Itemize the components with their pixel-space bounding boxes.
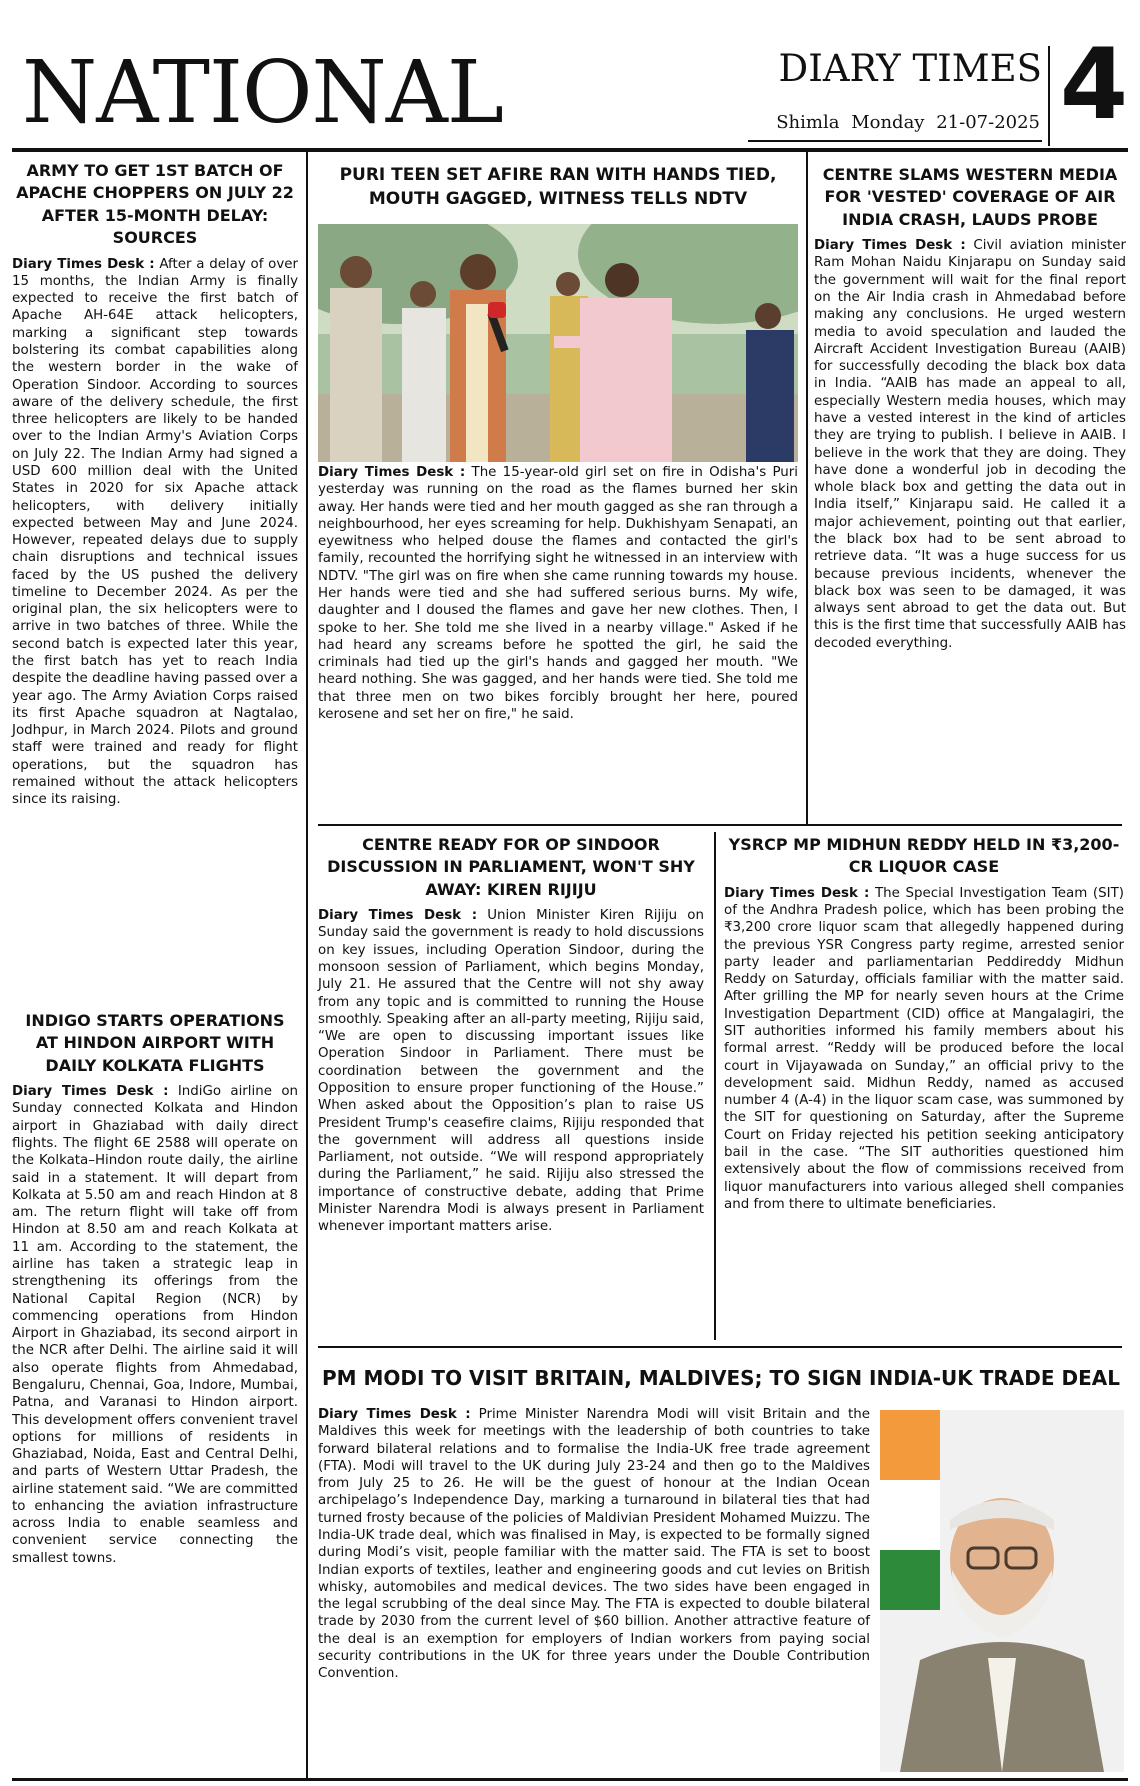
- article-body: [814, 237, 1126, 652]
- article-body: [318, 1406, 870, 1683]
- masthead-rule: [12, 148, 1128, 152]
- column-divider: [714, 832, 716, 1340]
- dateline: [740, 112, 1040, 133]
- article-media: [814, 164, 1126, 652]
- article-text: After a delay of over 15 months, the Indian Army is finally expected to receive the first batch of Apache AH-64E attack helicopters, marking a significant step towards bolstering its combat capabilities along the western border in the wake of Operation Sindoor. According to sources aware of the delivery schedule, the first three helicopters are likely to be handed over to the Indian Army's Aviation Corps on July 22. The Indian Army had signed a USD 600 million deal with the United States in 2020 for six Apache attack helicopters, with delivery initially expected between May and June 2024. However, repeated delays due to supply chain disruptions and technical issues faced by the US pushed the delivery timeline to December 2024. As per the original plan, the six helicopters were to arrive in two batches of three. While the second batch is expected later this year, the first batch has yet to reach India despite the deadline having passed over a year ago. The Army Aviation Corps raised its first Apache squadron at Nagtalao, Jodhpur, in March 2024. Pilots and ground staff were trained and ready for flight operations, but the squadron has remained without the attack helicopters since its raising.: [12, 256, 299, 808]
- article-text: The 15-year-old girl set on fire in Odisha's Puri yesterday was running on the road as the flames burned her skin away. Her hands were tied and her mouth gagged as she ran through a neighbourhood, her eyes screaming for help. Dukhishyam Senapati, an eyewitness who helped douse the flames and contacted the girl's family, recounted the horrifying sight he witnessed in an interview with NDTV. "The girl was on fire when she came running towards my house. Her hands were tied and she had suffered serious burns. My wife, daughter and I doused the flames and gave her new clothes. Then, I spoke to her. She told me she lived in a nearby village." Asked if he had heard any screams before he spotted the girl, he said the criminals had tied up the girl's hands and gagged her mouth. "We heard nothing. She was gagged, and her hands were tied. She told me that three men on two bikes forcibly brought her here, poured kerosene and set her on fire," he said.: [318, 465, 798, 722]
- article-body: [12, 1083, 298, 1567]
- article-puri-body: [318, 464, 798, 723]
- article-text: Prime Minister Narendra Modi will visit Britain and the Maldives this week for meetings with the leadership of both countries to take forward bilateral relations and to formalise the India-UK free trade agreement (FTA). Modi will travel to the UK during July 23-24 and then go to the Maldives from July 25 to 26. He will be the guest of honour at the Indian Ocean archipelago’s Independence Day, marking a turnaround in bilateral ties that had turned frosty because of the policies of Maldivian President Mohamed Muizzu. The India-UK trade deal, which was finalised in May, is expected to be formally signed during Modi’s visit, people familiar with the matter said. The FTA is set to boost Indian exports of textiles, leather and engineering goods and cut levies on British whisky, automobiles and medical devices. The two sides have been engaged in the legal scrubbing of the deal since May. The FTA is expected to double bilateral trade by 2030 from the current level of $60 billion. Another attractive feature of the deal is an exemption for employers of Indian workers from paying social security contributions in the UK for three years under the Double Contribution Convention.: [318, 1407, 870, 1682]
- interview-photo-illustration: [318, 224, 798, 462]
- article-body: [724, 885, 1124, 1213]
- dateline-rule: [748, 140, 1042, 142]
- article-headline: YSRCP MP MIDHUN REDDY HELD IN ₹3,200-CR LIQUOR CASE: [728, 835, 1120, 877]
- section-divider: [318, 824, 1122, 826]
- article-body: [318, 464, 798, 723]
- article-headline: CENTRE SLAMS WESTERN MEDIA FOR 'VESTED' COVERAGE OF AIR INDIA CRASH, LAUDS PROBE: [822, 165, 1118, 229]
- desk-tag: Diary Times Desk :: [12, 1084, 169, 1100]
- desk-tag: Diary Times Desk :: [814, 238, 966, 254]
- article-puri: [318, 164, 798, 212]
- article-body: [12, 256, 298, 809]
- section-title: NATIONAL: [22, 43, 503, 143]
- article-modi: [318, 1406, 870, 1683]
- article-text: Union Minister Kiren Rijiju on Sunday said the government is ready to hold discussions on key issues, including Operation Sindoor, during the monsoon session of Parliament, which begins Monday, July 21. He assured that the Centre will not shy away from any topic and is committed to running the House smoothly. Speaking after an all-party meeting, Rijiju said, “We are open to discussing important issues like Operation Sindoor in Parliament. There must be coordination between the government and the Opposition to ensure proper functioning of the House.” When asked about the Opposition’s plan to raise US President Trump's ceasefire claims, Rijiju responded that the government will address all questions inside Parliament, not outside. “We will respond appropriately during the Parliament,” he said. Rijiju also stressed the importance of constructive debate, adding that Prime Minister Narendra Modi is always present in Parliament whenever important matters arise.: [318, 908, 704, 1235]
- article-headline: PURI TEEN SET AFIRE RAN WITH HANDS TIED, MOUTH GAGGED, WITNESS TELLS NDTV: [339, 165, 777, 209]
- portrait-illustration: [880, 1410, 1124, 1772]
- footer-rule: [12, 1778, 1128, 1781]
- desk-tag: Diary Times Desk :: [318, 908, 478, 924]
- desk-tag: Diary Times Desk :: [318, 1407, 471, 1422]
- page-number: 4: [1059, 28, 1129, 142]
- dateline-day: Monday: [851, 112, 925, 133]
- article-sindoor: [318, 834, 704, 1236]
- column-divider: [806, 152, 808, 824]
- section-divider: [318, 1346, 1122, 1348]
- article-ysrcp: [724, 834, 1124, 1213]
- desk-tag: Diary Times Desk :: [12, 256, 155, 272]
- news-photo-interview: [318, 224, 798, 462]
- article-apache: [12, 160, 298, 809]
- column-divider: [306, 152, 308, 1778]
- desk-tag: Diary Times Desk :: [318, 465, 466, 480]
- article-indigo: [12, 1010, 298, 1567]
- article-headline: CENTRE READY FOR OP SINDOOR DISCUSSION IN PARLIAMENT, WON'T SHY AWAY: KIREN RIJIJU: [327, 835, 695, 899]
- desk-tag: Diary Times Desk :: [724, 885, 870, 901]
- article-headline-lead: PM MODI TO VISIT BRITAIN, MALDIVES; TO SIGN INDIA-UK TRADE DEAL: [322, 1366, 1120, 1390]
- newspaper-name: DIARY TIMES: [778, 47, 1042, 90]
- article-text: Civil aviation minister Ram Mohan Naidu Kinjarapu on Sunday said the government will wait for the final report on the Air India crash in Ahmedabad before making any conclusions. He urged western media to avoid speculation and lauded the Aircraft Accident Investigation Bureau (AAIB) for successfully decoding the black box data in India. “AAIB has made an appeal to all, especially Western media houses, which may have a vested interest in the kind of articles they are trying to publish. I believe in AAIB. I believe in the work that they are doing. They have done a wonderful job in decoding the whole black box and getting the data out in India itself,” Kinjarapu said. He called it a major achievement, pointing out that earlier, the black box had to be sent abroad to retrieve data. “It was a huge success for us because previous incidents, whenever the black box was seen to be damaged, it was always sent abroad to get the data out. But this is the first time that successfully AAIB has decoded everything.: [814, 238, 1126, 651]
- article-headline: INDIGO STARTS OPERATIONS AT HINDON AIRPORT WITH DAILY KOLKATA FLIGHTS: [25, 1011, 285, 1075]
- dateline-date: 21-07-2025: [936, 112, 1040, 133]
- article-text: IndiGo airline on Sunday connected Kolkata and Hindon airport in Ghaziabad with daily direct flights. The flight 6E 2588 will operate on the Kolkata–Hindon route daily, the airline said in a statement. It will depart from Kolkata at 5.50 am and reach Hindon at 8 am. The return flight will take off from Hindon at 8.50 am and reach Kolkata at 11 am. According to the statement, the airline has taken a strategic leap in strengthening its offerings from the National Capital Region (NCR) by commencing operations from Hindon Airport in Ghaziabad, its second airport in the NCR after Delhi. The airline said it will also operate flights from Ahmedabad, Bengaluru, Chennai, Goa, Indore, Mumbai, Patna, and Varanasi to Hindon airport. This development offers convenient travel options for millions of residents in Ghaziabad, Noida, East and Central Delhi, and parts of Western Uttar Pradesh, the airline statement said. “We are committed to enhancing the aviation infrastructure across India to enable seamless and convenient service connecting the smallest towns.: [12, 1084, 298, 1566]
- dateline-city: Shimla: [776, 112, 840, 133]
- masthead-divider: [1048, 46, 1050, 146]
- article-body: [318, 907, 704, 1235]
- news-photo-portrait: [880, 1410, 1124, 1772]
- article-headline: ARMY TO GET 1ST BATCH OF APACHE CHOPPERS ON JULY 22 AFTER 15-MONTH DELAY: SOURCES: [16, 161, 294, 248]
- article-text: The Special Investigation Team (SIT) of the Andhra Pradesh police, which has been probing the ₹3,200 crore liquor scam that allegedly happened during the previous YSR Congress party regime, arrested senior party leader and parliamentarian Peddireddy Midhun Reddy on Saturday, officials familiar with the matter said. After grilling the MP for nearly seven hours at the Crime Investigation Department (CID) office at Mangalagiri, the SIT authorities informed his family members about his formal arrest. “Reddy will be produced before the local court in Vijayawada on Sunday,” an official privy to the development said. Midhun Reddy, named as accused number 4 (A-4) in the liquor scam case, was summoned by the SIT for questioning on Saturday, after the Supreme Court on Friday rejected his petition seeking anticipatory bail in the case. “The SIT authorities questioned him extensively about the flow of commissions received from liquor manufacturers into various alleged shell companies and from there to ultimate beneficiaries.: [724, 885, 1124, 1212]
